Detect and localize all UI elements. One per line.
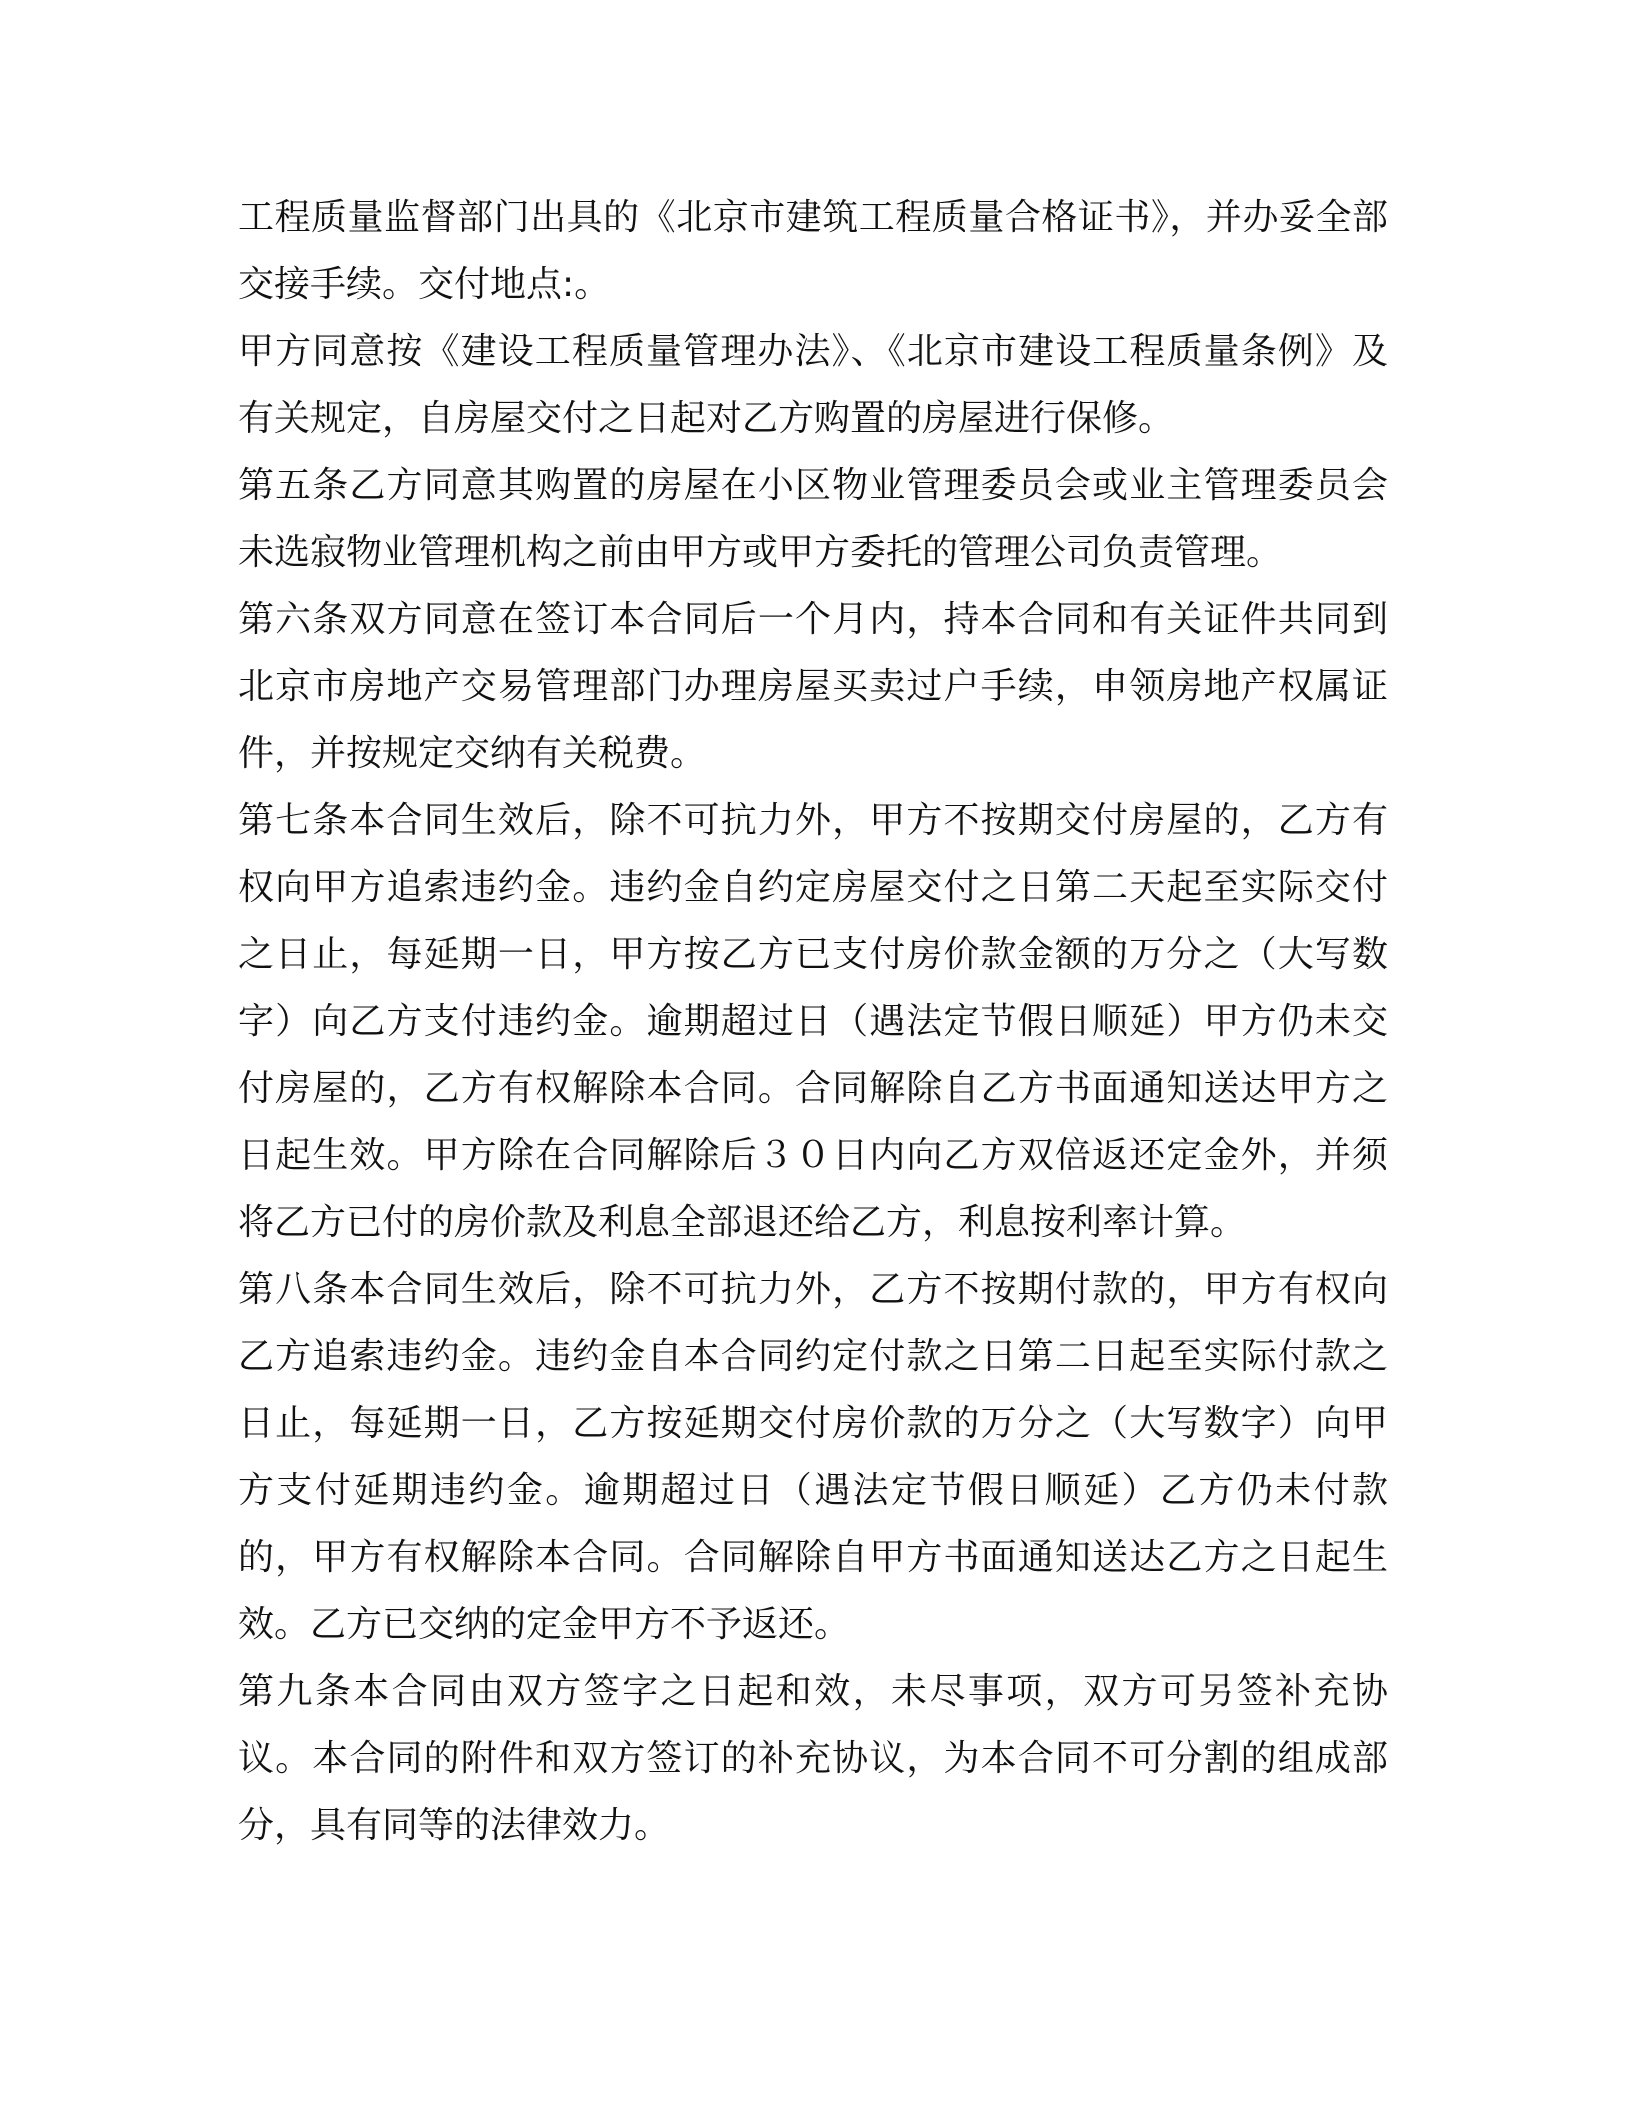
- paragraph-article-6: 第六条双方同意在签订本合同后一个月内，持本合同和有关证件共同到北京市房地产交易管理部门办理房屋买卖过户手续，申领房地产权属证件，并按规定交纳有关税费。: [238, 599, 1388, 774]
- paragraph-article-7: 第七条本合同生效后，除不可抗力外，甲方不按期交付房屋的，乙方有权向甲方追索违约金。违约金自约定房屋交付之日第二天起至实际交付之日止，每延期一日，甲方按乙方已支付房价款金额的万分之（大写数字）向乙方支付违约金。逾期超过日（遇法定节假日顺延）甲方仍未交付房屋的，乙方有权解除本合同。合同解除自乙方书面通知送达甲方之日起生效。甲方除在合同解除后３０日内向乙方双倍返还定金外，并须将乙方已付的房价款及利息全部退还给乙方，利息按利率计算。: [238, 800, 1388, 1243]
- paragraph-article-8: 第八条本合同生效后，除不可抗力外，乙方不按期付款的，甲方有权向乙方追索违约金。违约金自本合同约定付款之日第二日起至实际付款之日止，每延期一日，乙方按延期交付房价款的万分之（大写数字）向甲方支付延期违约金。逾期超过日（遇法定节假日顺延）乙方仍未付款的，甲方有权解除本合同。合同解除自甲方书面通知送达乙方之日起生效。乙方已交纳的定金甲方不予返还。: [238, 1269, 1388, 1645]
- paragraph-delivery: 工程质量监督部门出具的《北京市建筑工程质量合格证书》，并办妥全部交接手续。交付地点:。: [238, 197, 1388, 305]
- paragraph-article-9: 第九条本合同由双方签字之日起和效，未尽事项，双方可另签补充协议。本合同的附件和双方签订的补充协议，为本合同不可分割的组成部分，具有同等的法律效力。: [238, 1671, 1388, 1846]
- paragraph-warranty: 甲方同意按《建设工程质量管理办法》、《北京市建设工程质量条例》及有关规定，自房屋交付之日起对乙方购置的房屋进行保修。: [238, 331, 1388, 439]
- paragraph-article-5: 第五条乙方同意其购置的房屋在小区物业管理委员会或业主管理委员会未选寂物业管理机构之前由甲方或甲方委托的管理公司负责管理。: [238, 465, 1388, 573]
- document-body: [238, 184, 1388, 1859]
